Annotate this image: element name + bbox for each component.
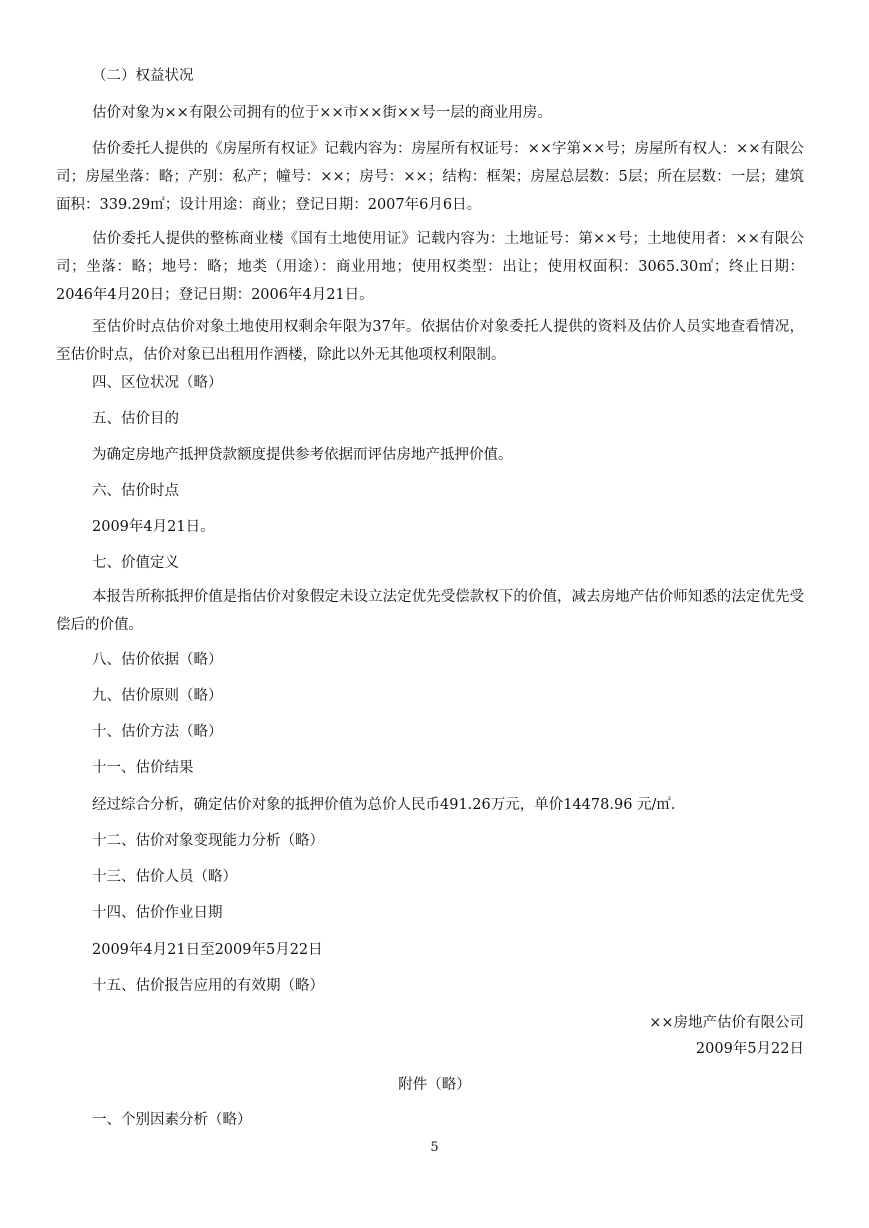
signature-company: ××房地产估价有限公司: [649, 1015, 804, 1031]
section-heading-work-period: 十四、估价作业日期: [92, 905, 223, 921]
paragraph-housing-certificate: 估价委托人提供的《房屋所有权证》记载内容为：房屋所有权证号：××字第××号；房屋所有权人：××有限公司；房屋坐落：略；产别：私产；幢号：××；房号：××；结构：框架；房屋总层数：5层；所在层数：一层；建筑面积：339.29㎡；设计用途：商业；登记日期：2007年6月6日。: [56, 141, 804, 213]
paragraph-remaining-term: 至估价时点估价对象土地使用权剩余年限为37年。依据估价对象委托人提供的资料及估价人员实地查看情况，至估价时点，估价对象已出租用作酒楼，除此以外无其他项权利限制。: [56, 319, 804, 363]
section-heading-results: 十一、估价结果: [92, 760, 194, 776]
section-heading-value-definition: 七、价值定义: [92, 555, 179, 571]
section-heading-purpose: 五、估价目的: [92, 411, 179, 427]
appendix-item: 一、个别因素分析（略）: [92, 1112, 252, 1128]
paragraph-valuation-date: 2009年4月21日。: [92, 519, 215, 535]
paragraph-value-definition: 本报告所称抵押价值是指估价对象假定未设立法定优先受偿款权下的价值，减去房地产估价师知悉的法定优先受偿后的价值。: [56, 589, 804, 633]
section-heading-principles: 九、估价原则（略）: [92, 688, 223, 704]
section-heading-location: 四、区位状况（略）: [92, 375, 223, 391]
paragraph-results: 经过综合分析，确定估价对象的抵押价值为总价人民币491.26万元，单价14478.96 元/㎡.: [92, 797, 676, 813]
appendix-title: 附件（略）: [398, 1077, 471, 1093]
section-heading-validity: 十五、估价报告应用的有效期（略）: [92, 978, 324, 994]
page-number: 5: [430, 1140, 439, 1155]
signature-date: 2009年5月22日: [695, 1041, 804, 1057]
section-heading-basis: 八、估价依据（略）: [92, 652, 223, 668]
paragraph-work-period: 2009年4月21日至2009年5月22日: [92, 942, 323, 958]
section-heading-personnel: 十三、估价人员（略）: [92, 869, 237, 885]
paragraph-land-certificate: 估价委托人提供的整栋商业楼《国有土地使用证》记载内容为：土地证号：第××号；土地使用者：××有限公司；坐落：略；地号：略；地类（用途）：商业用地；使用权类型：出让；使用权面积：3065.30㎡；终止日期：2046年4月20日；登记日期：2006年4月21日。: [56, 231, 804, 303]
section-heading-liquidity: 十二、估价对象变现能力分析（略）: [92, 833, 324, 849]
section-heading-methods: 十、估价方法（略）: [92, 724, 223, 740]
paragraph-purpose: 为确定房地产抵押贷款额度提供参考依据而评估房地产抵押价值。: [92, 447, 513, 463]
section-heading-rights-status: （二）权益状况: [92, 68, 194, 84]
section-heading-valuation-date: 六、估价时点: [92, 483, 179, 499]
paragraph-object-description: 估价对象为××有限公司拥有的位于××市××街××号一层的商业用房。: [92, 105, 552, 121]
